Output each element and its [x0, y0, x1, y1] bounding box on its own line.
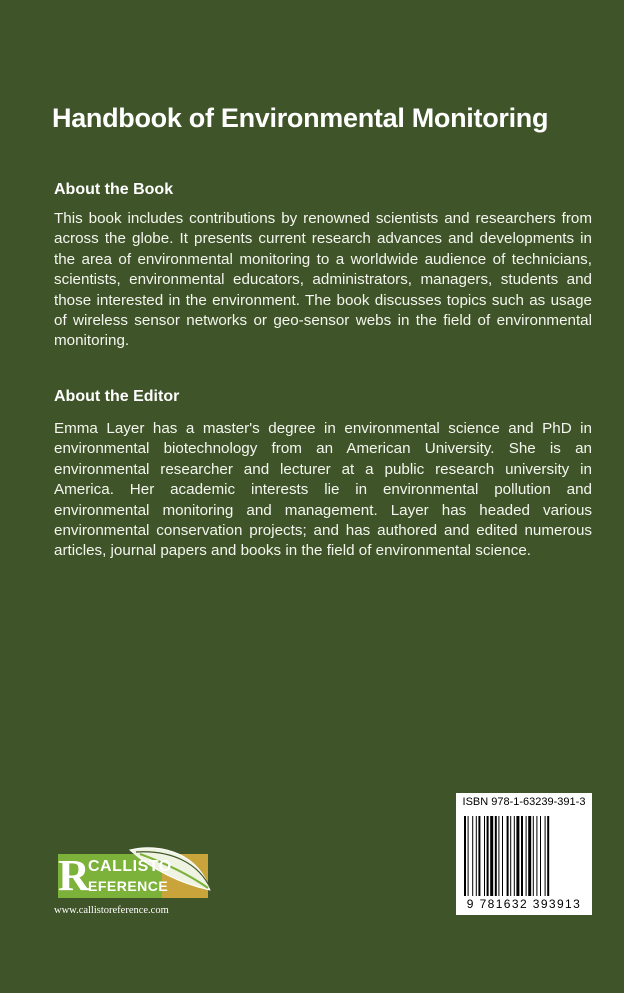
barcode-icon — [464, 816, 584, 896]
about-editor-heading: About the Editor — [54, 388, 180, 405]
isbn-barcode-box — [456, 793, 592, 915]
publisher-logo — [52, 840, 222, 906]
barcode-digits: 9 781632 393913 — [466, 897, 582, 911]
logo-initial: R — [58, 851, 90, 900]
about-book-heading: About the Book — [54, 181, 174, 198]
book-title: Handbook of Environmental Monitoring — [52, 103, 549, 133]
publisher-website-link[interactable]: www.callistoreference.com — [54, 905, 169, 916]
about-editor-text: Emma Layer has a master's degree in environmental science and PhD in environmental biotechnology from an American University. She is an environmental researcher and lecturer at a public research university in America. Her academic interests lie in environmental pollution and environmental monitoring and management. Layer has headed various environmental conservation projects; and has authored and edited numerous articles, journal papers and books in the field of environmental science. — [54, 420, 592, 560]
about-book-text: This book includes contributions by renowned scientists and researchers from across the globe. It presents current research advances and developments in the area of environmental monitoring to a worldwide audience of technicians, scientists, environmental educators, administrators, managers, students and those interested in the environment. The book discusses topics such as usage of wireless sensor networks or geo-sensor webs in the field of environmental monitoring. — [54, 210, 592, 350]
isbn-label: ISBN 978-1-63239-391-3 — [462, 796, 586, 808]
logo-word-bottom: EFERENCE — [88, 878, 169, 894]
logo-word-top: CALLISTO — [88, 858, 172, 875]
